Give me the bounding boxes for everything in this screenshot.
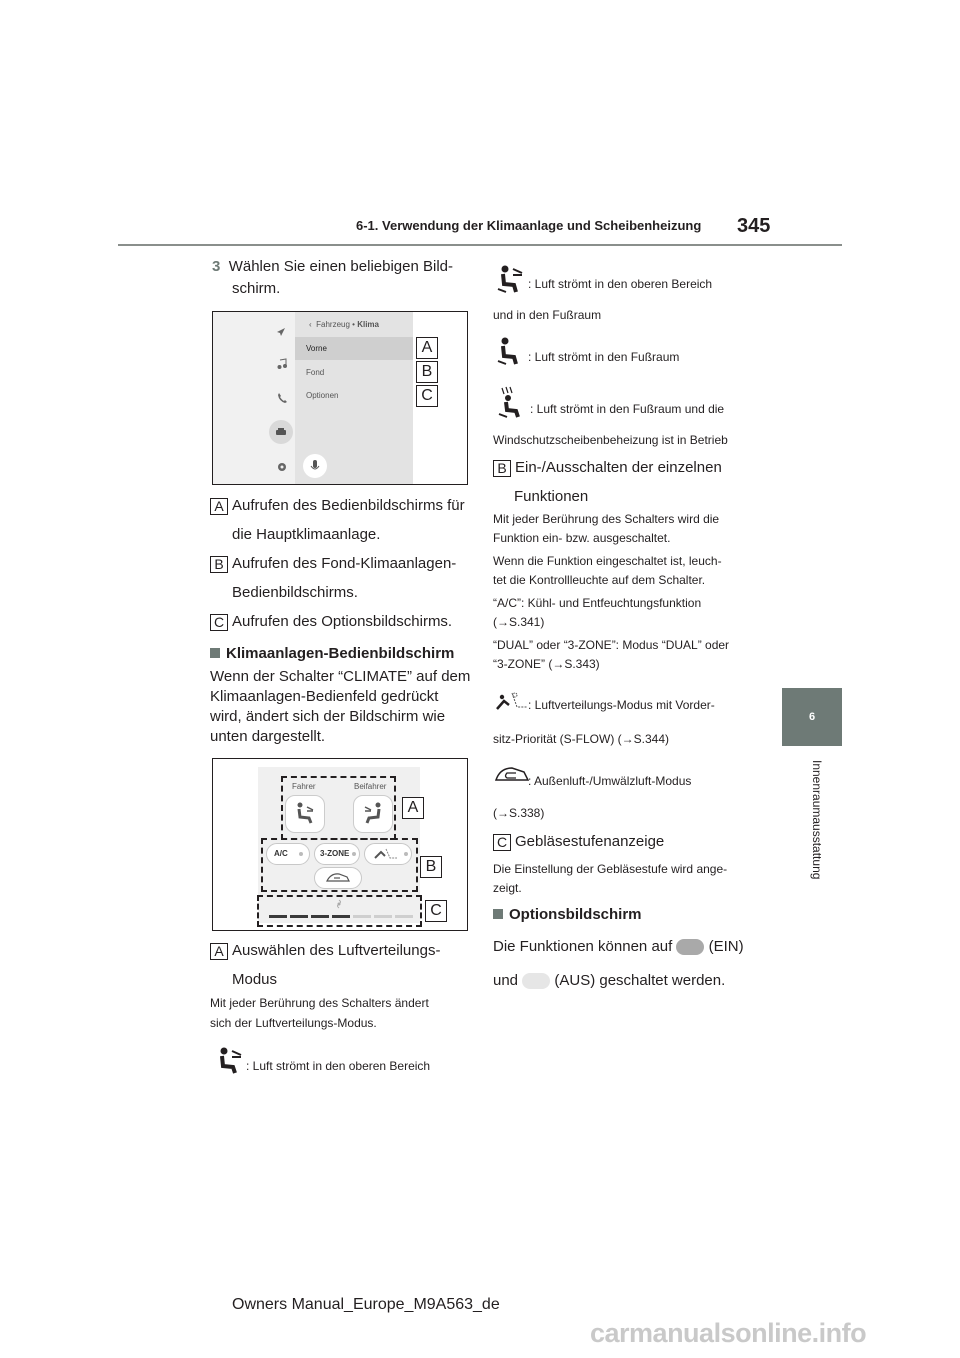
car-icon <box>275 426 287 438</box>
item-b2-line2: Funktionen <box>514 488 589 505</box>
passenger-label: Beifahrer <box>354 782 387 791</box>
item-a-text: Aufrufen des Bedienbildschirms für <box>232 497 465 514</box>
fan-level-segment <box>311 915 329 918</box>
zone-indicator <box>352 852 356 856</box>
phone-icon <box>276 392 288 404</box>
item-a-line2: die Hauptklimaanlage. <box>232 526 381 543</box>
climate-heading <box>210 645 454 663</box>
climate-heading-text: Klimaanlagen-Bedienbildschirm <box>226 645 455 662</box>
item-c-label: C <box>210 614 228 631</box>
breadcrumb-separator: • <box>352 320 355 329</box>
item-b2-desc-3: Wenn die Funktion eingeschaltet ist, leuch- <box>493 554 722 568</box>
watermark: carmanualsonline.info <box>590 1318 867 1348</box>
sflow-cont: sitz-Priorität (S-FLOW) (→S.344) <box>493 732 670 746</box>
passenger-airflow-icon <box>361 801 385 825</box>
recirc-cont: (→S.338) <box>493 806 545 820</box>
item-b2-line1 <box>493 459 722 477</box>
climate-para-3: wird, ändert sich der Bildschirm wie <box>210 708 446 725</box>
item-b2-desc-5: “A/C”: Kühl- und Entfeuchtungsfunktion <box>493 596 702 610</box>
item-b2-desc-2: Funktion ein- bzw. ausgeschaltet. <box>493 531 671 545</box>
sflow-icon <box>373 846 399 862</box>
breadcrumb-current: Klima <box>357 320 379 329</box>
settings-icon <box>276 461 288 473</box>
menu-item-optionen: Optionen <box>306 391 339 400</box>
options-heading-text: Optionsbildschirm <box>509 906 642 923</box>
climate-screen-illustration <box>212 758 468 931</box>
sflow-indicator <box>404 852 408 856</box>
heading-bullet <box>210 648 220 658</box>
driver-label: Fahrer <box>292 782 316 791</box>
item-a2-line1 <box>210 942 440 960</box>
mode-upper-foot-cont: und in den Fußraum <box>493 308 602 322</box>
sflow-mode-icon <box>495 691 529 713</box>
foot-defrost-airflow-icon <box>496 386 528 418</box>
zone-button-label: 3-ZONE <box>320 849 350 858</box>
back-chevron-icon: ‹ <box>309 320 312 329</box>
item-c-line1 <box>210 613 452 631</box>
screen-select-illustration <box>212 311 468 485</box>
climate-para-2: Klimaanlagen-Bedienfeld gedrückt <box>210 688 439 705</box>
climate-para-4: unten dargestellt. <box>210 728 326 745</box>
item-c2-desc-1: Die Einstellung der Gebläsestufe wird ange- <box>493 862 728 876</box>
manual-id: Owners Manual_Europe_M9A563_de <box>232 1296 500 1313</box>
item-a2-desc-2: sich der Luftverteilungs-Modus. <box>210 1016 377 1030</box>
callout-label-c2: C <box>425 900 447 922</box>
options-line-2b: (AUS) geschaltet werden. <box>554 972 726 989</box>
item-a-line1 <box>210 497 465 515</box>
item-a2-label: A <box>210 943 228 960</box>
recirc-text: : Außenluft-/Umwälzluft-Modus <box>528 774 692 788</box>
options-line-2a: und <box>493 972 519 989</box>
callout-label-b: B <box>416 361 438 383</box>
mode-foot-defrost-cont: Windschutzscheibenbeheizung ist in Betrieb <box>493 433 728 447</box>
item-b-text: Aufrufen des Fond-Klimaanlagen- <box>232 555 457 572</box>
item-b-line2: Bedienbildschirms. <box>232 584 358 601</box>
callout-label-b2: B <box>420 856 442 878</box>
item-b2-desc-4: tet die Kontrollleuchte auf dem Schalter. <box>493 573 706 587</box>
breadcrumb <box>309 320 379 329</box>
options-heading <box>493 906 642 924</box>
item-a2-desc-1: Mit jeder Berührung des Schalters ändert <box>210 996 429 1010</box>
step-text-1: Wählen Sie einen beliebigen Bild- <box>228 258 453 275</box>
step-text-2: schirm. <box>232 280 281 297</box>
mode-foot-defrost-text: : Luft strömt in den Fußraum und die <box>530 402 725 416</box>
driver-airflow-icon <box>293 801 317 825</box>
options-heading-bullet <box>493 909 503 919</box>
item-c2-text: Gebläsestufenanzeige <box>515 833 665 850</box>
mode-foot-text: : Luft strömt in den Fußraum <box>528 350 680 364</box>
climate-para-1: Wenn der Schalter “CLIMATE” auf dem <box>210 668 471 685</box>
options-line-1a: Die Funktionen können auf <box>493 938 673 955</box>
upper-foot-airflow-icon <box>496 264 526 294</box>
fan-level-segment <box>353 915 371 918</box>
chapter-title: Innenraumausstattung <box>810 760 824 880</box>
chapter-tab: 6 <box>782 688 842 746</box>
toggle-on-icon <box>676 939 704 955</box>
foot-airflow-icon <box>496 336 526 366</box>
recirculation-icon <box>325 871 351 885</box>
fan-level-segment <box>332 915 350 918</box>
item-c2-line1 <box>493 833 664 851</box>
item-b2-desc-7: “DUAL” oder “3-ZONE”: Modus “DUAL” oder <box>493 638 730 652</box>
breadcrumb-parent: Fahrzeug <box>316 320 350 329</box>
options-line-1 <box>493 938 744 956</box>
mode-upper-foot-text: : Luft strömt in den oberen Bereich <box>528 277 713 291</box>
item-b2-label: B <box>493 460 511 477</box>
callout-label-a2: A <box>402 797 424 819</box>
step-number: 3 <box>212 258 221 275</box>
fan-level-segment <box>269 915 287 918</box>
upper-airflow-icon <box>216 1046 244 1074</box>
ac-button <box>266 843 310 865</box>
item-b2-desc-6: (→S.341) <box>493 615 545 629</box>
fan-level-segment <box>290 915 308 918</box>
microphone-icon <box>310 460 320 472</box>
fan-level-segment <box>374 915 392 918</box>
item-b2-desc-1: Mit jeder Berührung des Schalters wird die <box>493 512 720 526</box>
page-number: 345 <box>737 215 771 237</box>
fan-icon <box>334 899 344 909</box>
section-title: 6-1. Verwendung der Klimaanlage und Scheibenheizung <box>356 218 702 233</box>
item-a-label: A <box>210 498 228 515</box>
navigation-icon <box>275 326 287 338</box>
recirculation-mode-icon <box>494 764 530 784</box>
header-rule <box>118 244 842 246</box>
callout-label-a: A <box>416 337 438 359</box>
callout-label-c: C <box>416 385 438 407</box>
item-c2-label: C <box>493 834 511 851</box>
menu-item-vorne: Vorne <box>306 344 327 353</box>
item-a2-line2: Modus <box>232 971 278 988</box>
menu-item-fond: Fond <box>306 368 325 377</box>
item-b2-desc-8: “3-ZONE” (→S.343) <box>493 657 600 671</box>
options-line-2 <box>493 972 725 990</box>
item-c-text: Aufrufen des Optionsbildschirms. <box>232 613 453 630</box>
item-b-label: B <box>210 556 228 573</box>
item-b-line1 <box>210 555 456 573</box>
step-line-1 <box>212 258 453 276</box>
music-icon <box>276 358 288 370</box>
fan-level-segment <box>395 915 413 918</box>
mode-upper-text: : Luft strömt in den oberen Bereich <box>246 1059 431 1073</box>
ac-indicator <box>299 852 303 856</box>
options-line-1b: (EIN) <box>708 938 744 955</box>
sflow-text: : Luftverteilungs-Modus mit Vorder- <box>528 698 715 712</box>
item-b2-text: Ein-/Ausschalten der einzelnen <box>515 459 722 476</box>
ac-button-label: A/C <box>274 849 288 858</box>
item-a2-text: Auswählen des Luftverteilungs- <box>232 942 441 959</box>
item-c2-desc-2: zeigt. <box>493 881 522 895</box>
toggle-off-icon <box>522 973 550 989</box>
